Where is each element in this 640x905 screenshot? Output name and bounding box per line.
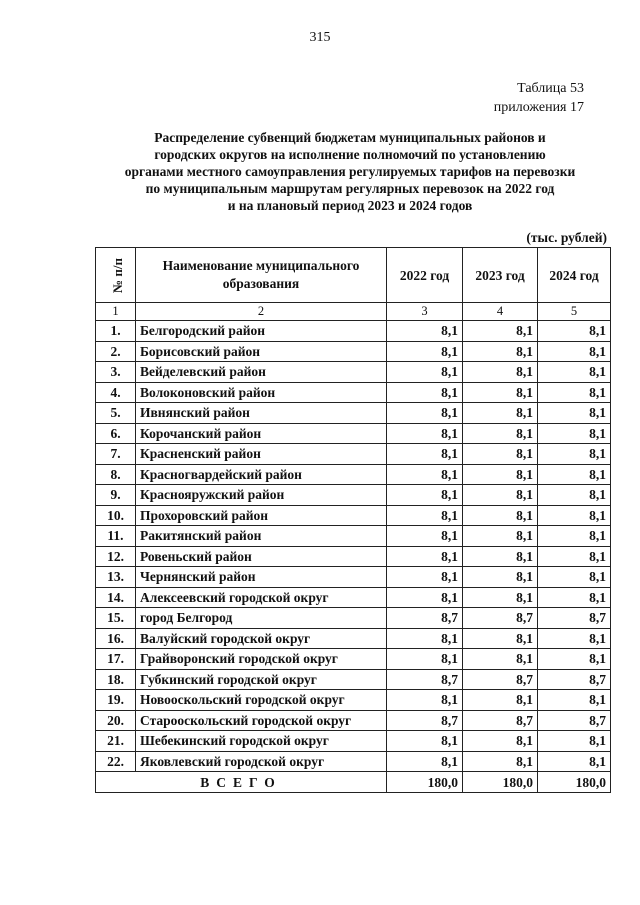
- table-body: [96, 321, 611, 772]
- row-value-2023: 8,1: [463, 403, 538, 424]
- row-value-2023: 8,1: [463, 423, 538, 444]
- row-value-2023: 8,1: [463, 321, 538, 342]
- row-value-2022: 8,1: [387, 751, 463, 772]
- row-value-2023: 8,1: [463, 464, 538, 485]
- row-value-2022: 8,7: [387, 608, 463, 629]
- row-value-2024: 8,1: [538, 628, 611, 649]
- table-row: [96, 587, 611, 608]
- row-number: 7.: [96, 444, 136, 465]
- row-value-2024: 8,1: [538, 526, 611, 547]
- row-value-2024: 8,1: [538, 423, 611, 444]
- row-value-2022: 8,1: [387, 731, 463, 752]
- row-number: 10.: [96, 505, 136, 526]
- row-name: Грайворонский городской округ: [136, 649, 387, 670]
- page-number: 315: [309, 30, 331, 45]
- row-value-2022: 8,1: [387, 321, 463, 342]
- header-2024: 2024 год: [538, 248, 611, 303]
- row-value-2024: 8,1: [538, 362, 611, 383]
- row-name: Чернянский район: [136, 567, 387, 588]
- row-value-2024: 8,1: [538, 567, 611, 588]
- row-value-2023: 8,1: [463, 731, 538, 752]
- header-2023: 2023 год: [463, 248, 538, 303]
- row-number: 9.: [96, 485, 136, 506]
- row-name: Шебекинский городской округ: [136, 731, 387, 752]
- document-title: [60, 129, 640, 214]
- row-value-2023: 8,1: [463, 751, 538, 772]
- table-row: [96, 567, 611, 588]
- row-value-2024: 8,1: [538, 444, 611, 465]
- row-value-2024: 8,1: [538, 587, 611, 608]
- header-number-text: № п/п: [109, 257, 125, 293]
- table-row: [96, 362, 611, 383]
- table-row: [96, 464, 611, 485]
- row-number: 20.: [96, 710, 136, 731]
- row-number: 12.: [96, 546, 136, 567]
- row-value-2022: 8,1: [387, 485, 463, 506]
- title-line: по муниципальным маршрутам регулярных перевозок на 2022 год: [145, 181, 555, 196]
- row-name: Ровеньский район: [136, 546, 387, 567]
- title-line: Распределение субвенций бюджетам муниципальных районов и: [154, 130, 546, 145]
- row-value-2022: 8,7: [387, 710, 463, 731]
- table-row: [96, 444, 611, 465]
- table-row: [96, 546, 611, 567]
- units-label: (тыс. рублей): [526, 230, 607, 245]
- table-row: [96, 669, 611, 690]
- table-row: [96, 710, 611, 731]
- row-name: Алексеевский городской округ: [136, 587, 387, 608]
- row-name: Старооскольский городской округ: [136, 710, 387, 731]
- row-name: Ракитянский район: [136, 526, 387, 547]
- row-name: Валуйский городской округ: [136, 628, 387, 649]
- row-number: 8.: [96, 464, 136, 485]
- row-number: 21.: [96, 731, 136, 752]
- row-name: Волоконовский район: [136, 382, 387, 403]
- row-value-2023: 8,1: [463, 485, 538, 506]
- row-value-2022: 8,7: [387, 669, 463, 690]
- row-name: Вейделевский район: [136, 362, 387, 383]
- total-row: [96, 772, 611, 793]
- row-number: 5.: [96, 403, 136, 424]
- column-number: 5: [538, 303, 611, 321]
- table-row: [96, 403, 611, 424]
- row-value-2023: 8,1: [463, 587, 538, 608]
- row-value-2024: 8,1: [538, 690, 611, 711]
- row-name: город Белгород: [136, 608, 387, 629]
- total-label: ВСЕГО: [96, 772, 387, 793]
- row-value-2023: 8,7: [463, 710, 538, 731]
- table-row: [96, 485, 611, 506]
- row-name: Яковлевский городской округ: [136, 751, 387, 772]
- header-2022: 2022 год: [387, 248, 463, 303]
- row-name: Губкинский городской округ: [136, 669, 387, 690]
- row-value-2022: 8,1: [387, 567, 463, 588]
- row-name: Красненский район: [136, 444, 387, 465]
- table-label: [494, 79, 584, 117]
- column-number: 4: [463, 303, 538, 321]
- row-value-2024: 8,1: [538, 464, 611, 485]
- row-number: 6.: [96, 423, 136, 444]
- row-value-2022: 8,1: [387, 423, 463, 444]
- title-line: органами местного самоуправления регулируемых тарифов на перевозки: [124, 164, 576, 179]
- header-name: [136, 248, 387, 303]
- table-row: [96, 751, 611, 772]
- header-name-line: образования: [222, 276, 300, 291]
- row-value-2022: 8,1: [387, 382, 463, 403]
- row-name: Ивнянский район: [136, 403, 387, 424]
- row-value-2024: 8,1: [538, 505, 611, 526]
- row-value-2023: 8,1: [463, 649, 538, 670]
- row-number: 4.: [96, 382, 136, 403]
- row-number: 19.: [96, 690, 136, 711]
- row-value-2022: 8,1: [387, 690, 463, 711]
- row-value-2022: 8,1: [387, 546, 463, 567]
- row-value-2022: 8,1: [387, 526, 463, 547]
- row-value-2023: 8,7: [463, 669, 538, 690]
- column-number: 1: [96, 303, 136, 321]
- row-value-2024: 8,1: [538, 485, 611, 506]
- row-value-2024: 8,1: [538, 731, 611, 752]
- row-number: 16.: [96, 628, 136, 649]
- title-line: и на плановый период 2023 и 2024 годов: [227, 198, 473, 213]
- header-name-line: Наименование муниципального: [162, 258, 360, 273]
- appendix-number: приложения 17: [493, 100, 584, 115]
- row-number: 15.: [96, 608, 136, 629]
- row-number: 2.: [96, 341, 136, 362]
- row-value-2022: 8,1: [387, 341, 463, 362]
- total-2024: 180,0: [538, 772, 611, 793]
- column-number: 2: [136, 303, 387, 321]
- row-value-2024: 8,1: [538, 403, 611, 424]
- row-value-2024: 8,1: [538, 649, 611, 670]
- row-value-2023: 8,1: [463, 341, 538, 362]
- row-number: 1.: [96, 321, 136, 342]
- table-row: [96, 382, 611, 403]
- row-value-2022: 8,1: [387, 464, 463, 485]
- row-value-2023: 8,1: [463, 690, 538, 711]
- total-2023: 180,0: [463, 772, 538, 793]
- row-value-2022: 8,1: [387, 587, 463, 608]
- row-name: Краснояружский район: [136, 485, 387, 506]
- row-name: Прохоровский район: [136, 505, 387, 526]
- row-value-2023: 8,1: [463, 628, 538, 649]
- row-name: Белгородский район: [136, 321, 387, 342]
- table-number: Таблица 53: [517, 81, 584, 96]
- table-row: [96, 628, 611, 649]
- header-number: [96, 248, 136, 303]
- row-number: 3.: [96, 362, 136, 383]
- row-name: Корочанский район: [136, 423, 387, 444]
- table-row: [96, 526, 611, 547]
- row-value-2023: 8,1: [463, 505, 538, 526]
- table-row: [96, 690, 611, 711]
- row-value-2023: 8,1: [463, 382, 538, 403]
- row-value-2023: 8,1: [463, 444, 538, 465]
- row-number: 18.: [96, 669, 136, 690]
- row-name: Новооскольский городской округ: [136, 690, 387, 711]
- row-name: Борисовский район: [136, 341, 387, 362]
- row-value-2024: 8,1: [538, 546, 611, 567]
- table-row: [96, 423, 611, 444]
- row-value-2023: 8,1: [463, 526, 538, 547]
- row-value-2022: 8,1: [387, 362, 463, 383]
- row-number: 13.: [96, 567, 136, 588]
- row-value-2023: 8,7: [463, 608, 538, 629]
- row-number: 11.: [96, 526, 136, 547]
- row-number: 22.: [96, 751, 136, 772]
- row-value-2024: 8,1: [538, 751, 611, 772]
- row-value-2024: 8,1: [538, 341, 611, 362]
- row-value-2024: 8,7: [538, 608, 611, 629]
- title-line: городских округов на исполнение полномочий по установлению: [154, 147, 546, 162]
- row-value-2022: 8,1: [387, 505, 463, 526]
- column-numbers-row: [96, 303, 611, 321]
- row-number: 14.: [96, 587, 136, 608]
- subsidy-table: [95, 247, 611, 793]
- row-value-2023: 8,1: [463, 546, 538, 567]
- table-row: [96, 608, 611, 629]
- table-row: [96, 505, 611, 526]
- row-value-2022: 8,1: [387, 649, 463, 670]
- row-value-2024: 8,1: [538, 321, 611, 342]
- table-header-row: [96, 248, 611, 303]
- row-value-2023: 8,1: [463, 567, 538, 588]
- row-value-2022: 8,1: [387, 628, 463, 649]
- row-number: 17.: [96, 649, 136, 670]
- row-value-2024: 8,7: [538, 710, 611, 731]
- table-row: [96, 649, 611, 670]
- row-value-2023: 8,1: [463, 362, 538, 383]
- row-value-2024: 8,1: [538, 382, 611, 403]
- row-value-2022: 8,1: [387, 403, 463, 424]
- table-row: [96, 341, 611, 362]
- total-2022: 180,0: [387, 772, 463, 793]
- row-value-2022: 8,1: [387, 444, 463, 465]
- column-number: 3: [387, 303, 463, 321]
- row-name: Красногвардейский район: [136, 464, 387, 485]
- table-row: [96, 731, 611, 752]
- row-value-2024: 8,7: [538, 669, 611, 690]
- table-row: [96, 321, 611, 342]
